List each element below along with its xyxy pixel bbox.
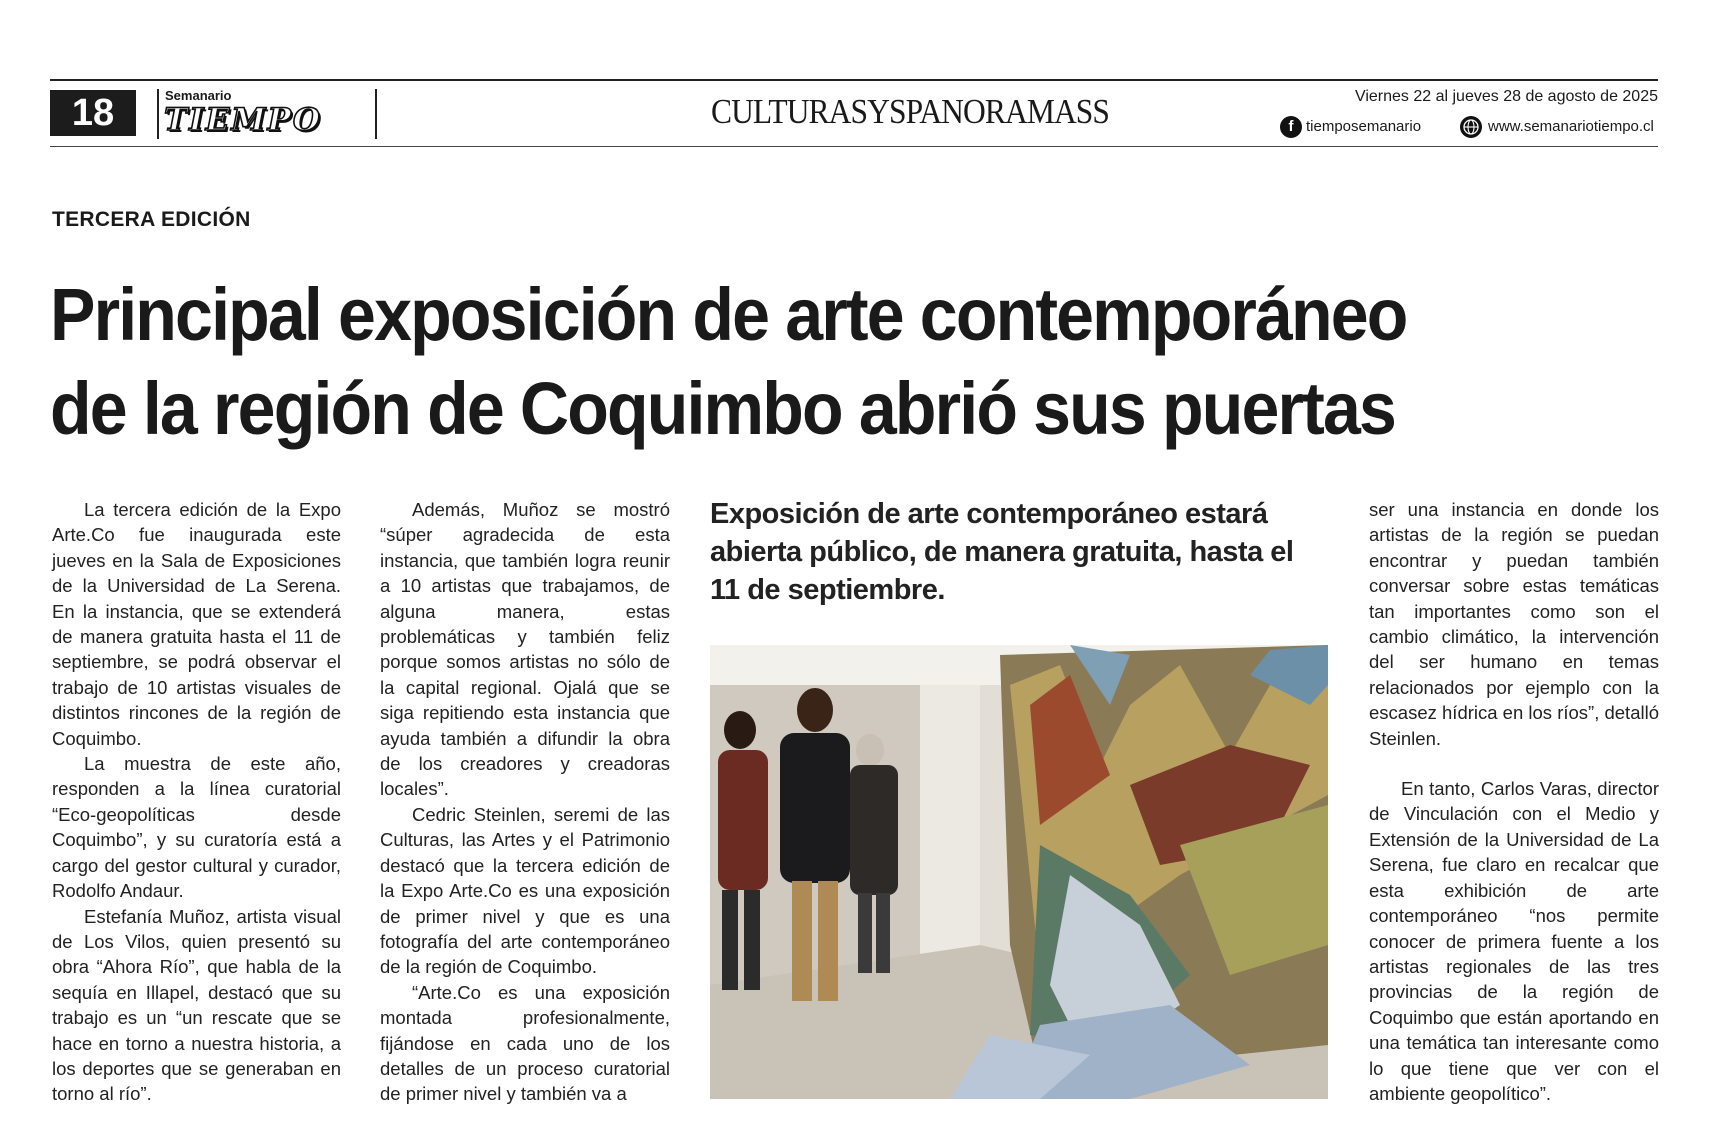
brand-divider-right <box>375 89 377 139</box>
article-column-2 <box>380 497 670 1107</box>
section-title: CULTURASYSPANORAMASS <box>710 92 1110 131</box>
article-column-4 <box>1369 497 1659 1106</box>
paragraph: Además, Muñoz se mostró “súper agradecida de esta instancia, que también logra reunir a 10 artistas que trabajamos, de alguna manera, estas problemáticas y también feliz porque somos artistas no sólo de la capital regional. Ojalá que se siga repitiendo esta instancia que ayuda también a difundir la obra de los creadores y creadoras locales”. <box>380 499 670 800</box>
headline-line-2: de la región de Coquimbo abrió sus puertas <box>50 367 1396 450</box>
brand-label: Semanario <box>165 88 232 103</box>
globe-icon <box>1460 116 1482 138</box>
paragraph: ser una instancia en donde los artistas de la región se puedan encontrar y puedan también conversar sobre estas temáticas tan importantes como son el cambio climático, la intervención del ser humano en temas relacionados por ejemplo con la escasez hídrica en los ríos”, detalló Steinlen. <box>1369 499 1659 749</box>
paragraph: “Arte.Co es una exposición montada profesionalmente, fijándose en cada uno de los detalles de un proceso curatorial de primer nivel y también va a <box>380 981 670 1105</box>
website-url: www.semanariotiempo.cl <box>1488 118 1654 135</box>
paragraph: En tanto, Carlos Varas, director de Vinculación con el Medio y Extensión de la Universidad de La Serena, fue claro en recalcar que esta exhibición de arte contemporáneo “nos permite conocer de primera fuente a los artistas regionales de las tres provincias de la región de Coquimbo que están aportando en una temática tan interesante como lo que tiene que ver con el ambiente geopolítico”. <box>1369 778 1659 1104</box>
header-top-rule <box>50 79 1658 81</box>
header-bottom-rule <box>50 146 1658 147</box>
article-column-1 <box>52 497 341 1107</box>
page-number: 18 <box>50 90 136 136</box>
headline-line-1: Principal exposición de arte contemporáneo <box>50 273 1407 356</box>
paragraph: La muestra de este año, responden a la línea curatorial “Eco-geopolíticas desde Coquimbo”, y su curatoría está a cargo del gestor cultural y curador, Rodolfo Andaur. <box>52 753 341 902</box>
exhibition-photo <box>710 645 1328 1099</box>
article-kicker: TERCERA EDICIÓN <box>52 208 251 231</box>
article-deck: Exposición de arte contemporáneo estará abierta público, de manera gratuita, hasta el 11 de septiembre. <box>710 498 1294 606</box>
facebook-handle: tiemposemanario <box>1306 118 1422 135</box>
brand-divider-left <box>157 89 159 139</box>
brand-logo: TIEMPO <box>164 102 322 138</box>
paragraph: Estefanía Muñoz, artista visual de Los Vilos, quien presentó su obra “Ahora Río”, que habla de la sequía en Illapel, destacó que su trabajo es un “un rescate que se hace en torno a nuestra historia, a los deportes que se generaban en torno al río”. <box>52 905 341 1105</box>
article-headline <box>50 268 1412 456</box>
paragraph: La tercera edición de la Expo Arte.Co fue inaugurada este jueves en la Sala de Exposiciones de la Universidad de La Serena. En la instancia, que se extenderá de manera gratuita hasta el 11 de septiembre, se podrá observar el trabajo de 10 artistas visuales de distintos rincones de la región de Coquimbo. <box>52 499 341 749</box>
facebook-icon: f <box>1280 116 1302 138</box>
issue-date: Viernes 22 al jueves 28 de agosto de 2025 <box>1354 88 1658 105</box>
paragraph: Cedric Steinlen, seremi de las Culturas, las Artes y el Patrimonio destacó que la tercera edición de la Expo Arte.Co es una exposición de primer nivel y que es una fotografía del arte contemporáneo de la región de Coquimbo. <box>380 803 670 978</box>
